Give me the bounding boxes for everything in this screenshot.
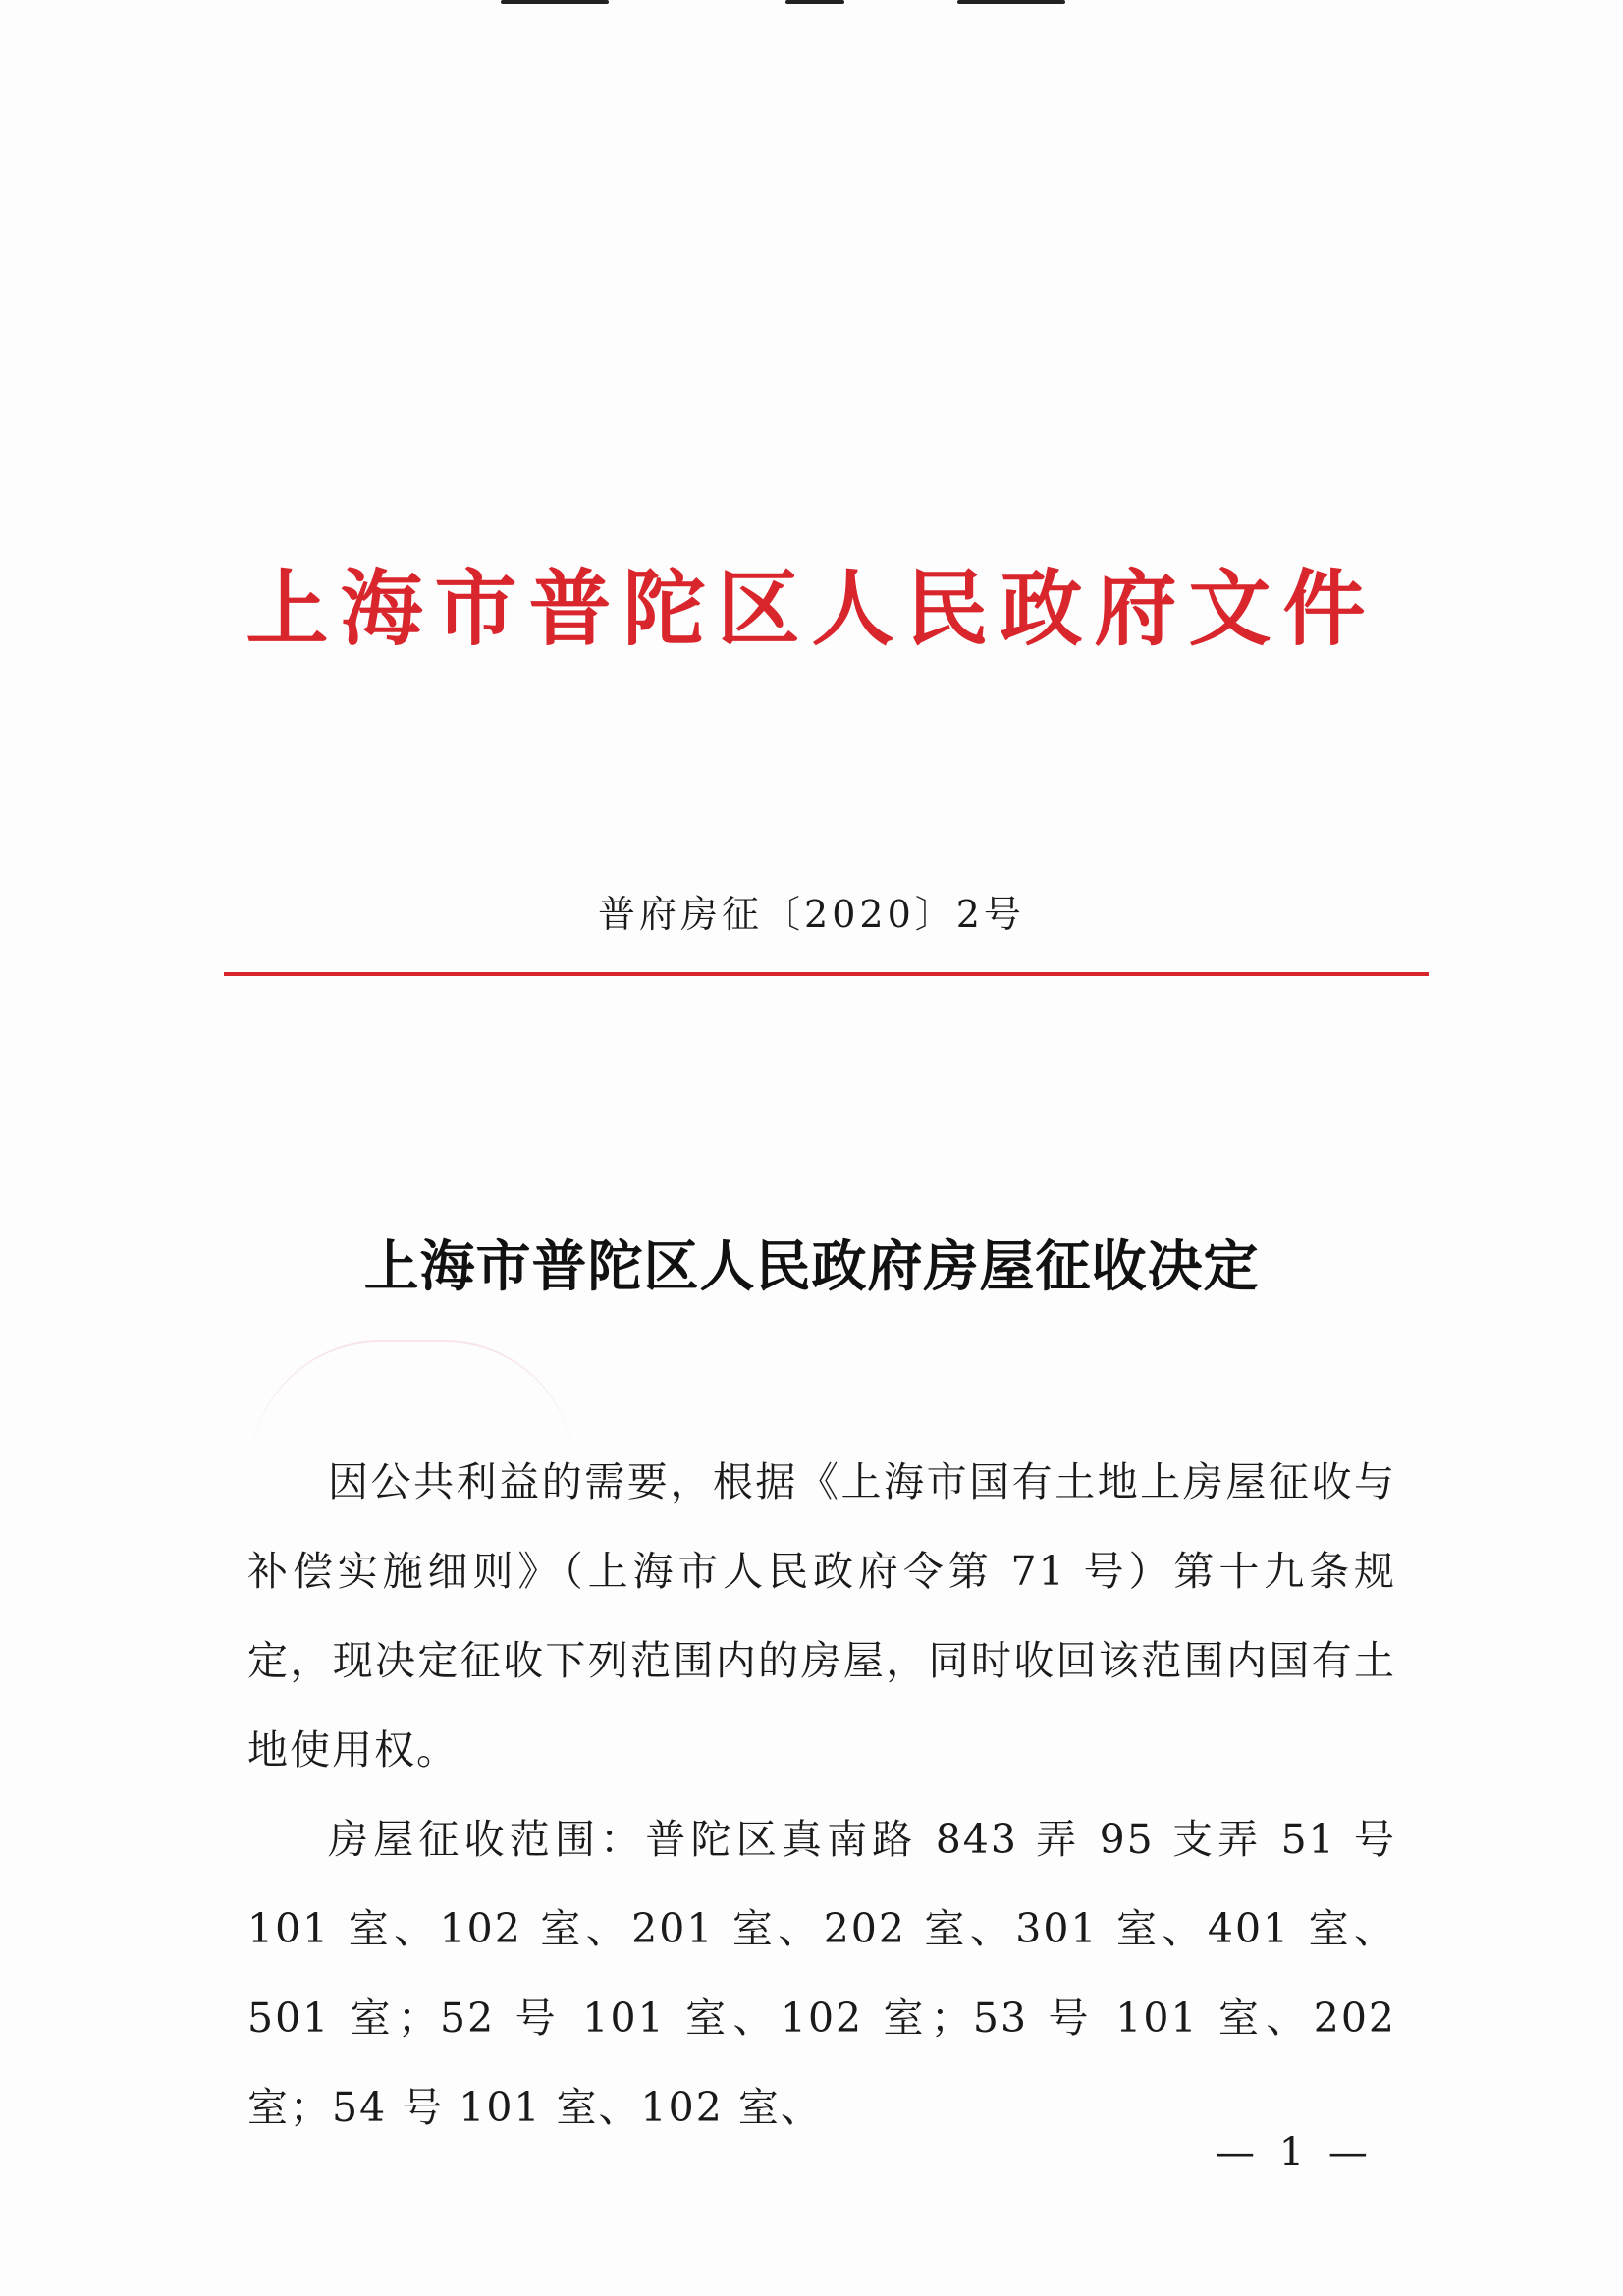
page-number: — 1 — <box>1216 2130 1374 2175</box>
body-paragraph: 因公共利益的需要，根据《上海市国有土地上房屋征收与补偿实施细则》（上海市人民政府令第 71 号）第十九条规定，现决定征收下列范围内的房屋，同时收回该范围内国有土地使用权。 <box>247 1458 1396 1774</box>
scan-edge-mark <box>785 0 844 4</box>
document-title: 上海市普陀区人民政府房屋征收决定 <box>363 1234 1260 1299</box>
document-number: 普府房征〔2020〕2号 <box>598 893 1025 936</box>
scan-edge-mark <box>957 0 1065 4</box>
issuer-masthead: 上海市普陀区人民政府文件 <box>245 560 1378 657</box>
document-body <box>247 1438 1396 2153</box>
red-separator-rule <box>224 972 1429 976</box>
scan-edge-mark <box>501 0 609 4</box>
body-paragraph: 房屋征收范围：普陀区真南路 843 弄 95 支弄 51 号 101 室、102 室、201 室、202 室、301 室、401 室、501 室；52 号 101 室、102 室；53 号 101 室、202 室；54 号 101 室、102 室、 <box>247 1816 1396 2131</box>
